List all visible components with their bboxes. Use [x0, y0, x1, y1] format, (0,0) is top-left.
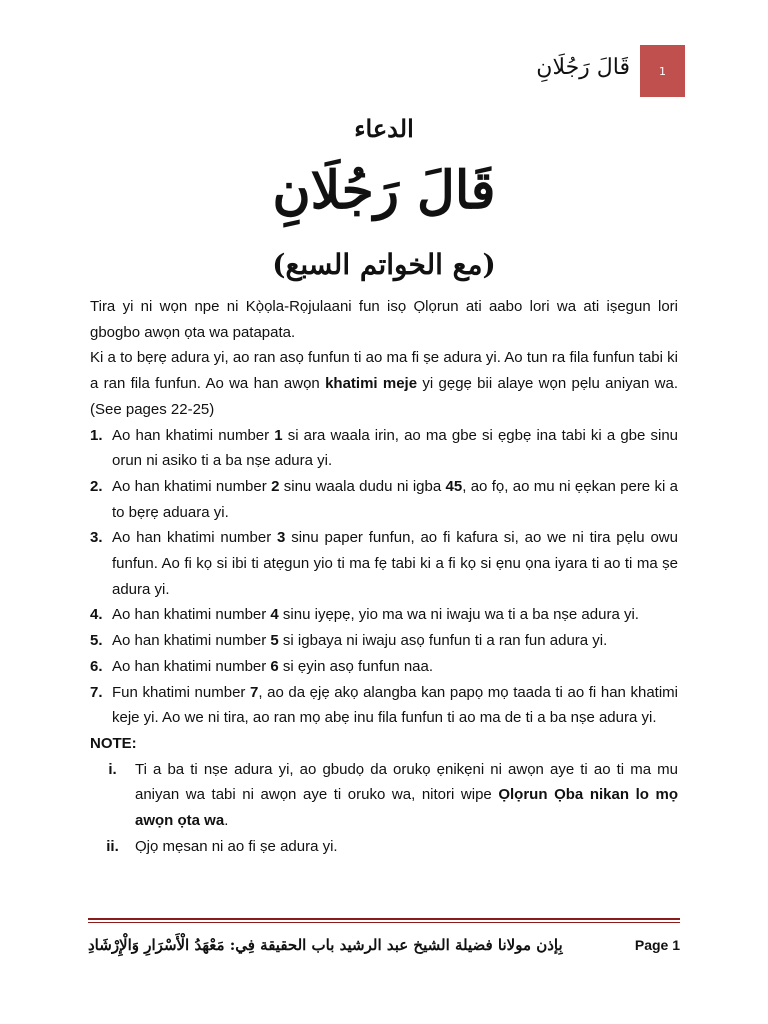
note-item-number: i. — [108, 760, 117, 778]
item-pre: Ao han khatimi number — [112, 529, 278, 547]
list-item-number: 2. — [90, 477, 103, 495]
item-pre: Ao han khatimi number — [112, 657, 271, 675]
list-item-number: 1. — [90, 426, 103, 444]
note-label — [90, 731, 678, 757]
item-bold: 3 — [277, 529, 286, 547]
intro-p2-text: Ki a to bẹrẹ adura yi, ao ran asọ funfun ti ao ma fi ṣe adura yi. Ao tun ra fila funfun tabi ki a ran fila funfun. Ao wa han awọn — [90, 349, 678, 393]
footer-page-label: Page 1 — [634, 937, 680, 953]
list-item-number: 6. — [90, 657, 103, 675]
item-post: si ẹyin asọ funfun naa. — [278, 657, 434, 675]
list-item — [90, 628, 678, 654]
intro-p2-bold: khatimi meje — [325, 375, 418, 393]
note-item-text — [135, 757, 678, 834]
list-item-text — [112, 602, 678, 628]
list-item-text — [112, 525, 678, 602]
note-item-number: ii. — [106, 837, 119, 855]
item-post: , ao da ẹjẹ akọ alangba kan papọ mọ taada ti ao fi han khatimi keje yi. Ao we ni tira, ao ran mọ abẹ inu fila funfun ti ao ma de ti a ba nṣe adura yi. — [112, 683, 678, 727]
list-item — [90, 680, 678, 731]
note-item-text — [135, 834, 678, 860]
list-item-text — [112, 654, 678, 680]
item-post: si ara waala irin, ao ma gbe si ẹgbẹ ina tabi ki a gbe sinu orun ni asiko ti a ba nṣe adura yi. — [112, 426, 678, 470]
list-item-text — [112, 680, 678, 731]
note-label-text: NOTE: — [90, 734, 137, 752]
intro-paragraph-2 — [90, 345, 678, 422]
note-pre: Ọjọ mẹsan ni ao fi ṣe adura yi. — [135, 837, 338, 855]
doa-heading: الدعاء — [354, 114, 414, 143]
list-item-number: 5. — [90, 632, 103, 650]
list-item-text — [112, 628, 678, 654]
list-item-text — [112, 474, 678, 525]
list-item-number: 7. — [90, 683, 103, 701]
list-item — [90, 654, 678, 680]
item-post: sinu paper funfun, ao fi kafura si, ao we ni tira pẹlu owu funfun. Ao fi kọ si ibi ti atẹgun yio ti ma fẹ tabi ki a fi kọ si ẹnu ọna iyara ti ao ti ma ṣe adura yi. — [112, 529, 678, 598]
footer-divider — [88, 918, 680, 920]
item-bold: 6 — [270, 657, 279, 675]
item-post: sinu iyẹpẹ, yio ma wa ni iwaju wa ti a ba nṣe adura yi. — [278, 606, 639, 624]
main-title: قَالَ رَجُلَانِ — [272, 160, 496, 221]
list-item — [90, 423, 678, 474]
item-pre: Fun khatimi number — [112, 683, 251, 701]
page-number-badge: 1 — [640, 45, 685, 97]
item-post: sinu waala dudu ni igba — [279, 477, 446, 495]
item-pre: Ao han khatimi number — [112, 477, 272, 495]
item-bold: 4 — [270, 606, 279, 624]
item-pre: Ao han khatimi number — [112, 426, 275, 444]
list-item — [90, 525, 678, 602]
list-item-number: 3. — [90, 529, 103, 547]
item-bold-2: 45 — [445, 477, 463, 495]
item-pre: Ao han khatimi number — [112, 606, 271, 624]
item-bold: 2 — [271, 477, 280, 495]
list-item — [90, 474, 678, 525]
intro-p2-text-end: yi gẹgẹ bii alaye wọn pẹlu aniyan wa. (See pages 22-25) — [90, 375, 678, 418]
item-post-2: , ao fọ, ao mu ni ẹẹkan pere ki a to bẹrẹ aduara yi. — [112, 477, 678, 521]
subtitle: (مع الخواتم السبع) — [272, 248, 496, 281]
note-post: . — [224, 812, 229, 830]
note-item — [90, 834, 678, 860]
list-item — [90, 602, 678, 628]
item-bold: 7 — [250, 683, 259, 701]
item-bold: 1 — [274, 426, 283, 444]
running-header-title: قَالَ رَجُلَانِ — [536, 55, 630, 80]
document-body — [90, 294, 678, 859]
item-post: si igbaya ni iwaju asọ funfun ti a ran fun adura yi. — [278, 632, 608, 650]
item-pre: Ao han khatimi number — [112, 632, 271, 650]
item-bold: 5 — [270, 632, 279, 650]
intro-paragraph-1: Tira yi ni wọn npe ni Kọ̀ọla-Rọjulaani fun isọ Ọlọrun ati aabo lori wa ati iṣegun lori gbogbo awọn ọta wa patapata. — [90, 298, 678, 341]
list-item-number: 4. — [90, 606, 103, 624]
note-item — [90, 757, 678, 834]
note-pre: Ti a ba ti nṣe adura yi, ao gbudọ da orukọ ẹnikẹni ni awọn aye ti ao ti ma mu aniyan wa tabi ni awọn aye ti oruko wa, nitori wipe — [135, 760, 678, 804]
page-footer — [88, 928, 680, 962]
list-item-text — [112, 423, 678, 474]
note-bold: Ọlọrun Ọba nikan lo mọ awọn ọta wa — [135, 786, 678, 830]
footer-divider-thin — [88, 922, 680, 923]
footer-arabic-text: بِإذن مولانا فضيلة الشيخ عبد الرشيد باب الحقيقة فِي: مَعْهَدُ الْأَسْرَارِ وَالْإِرْشَادِ — [88, 936, 563, 954]
